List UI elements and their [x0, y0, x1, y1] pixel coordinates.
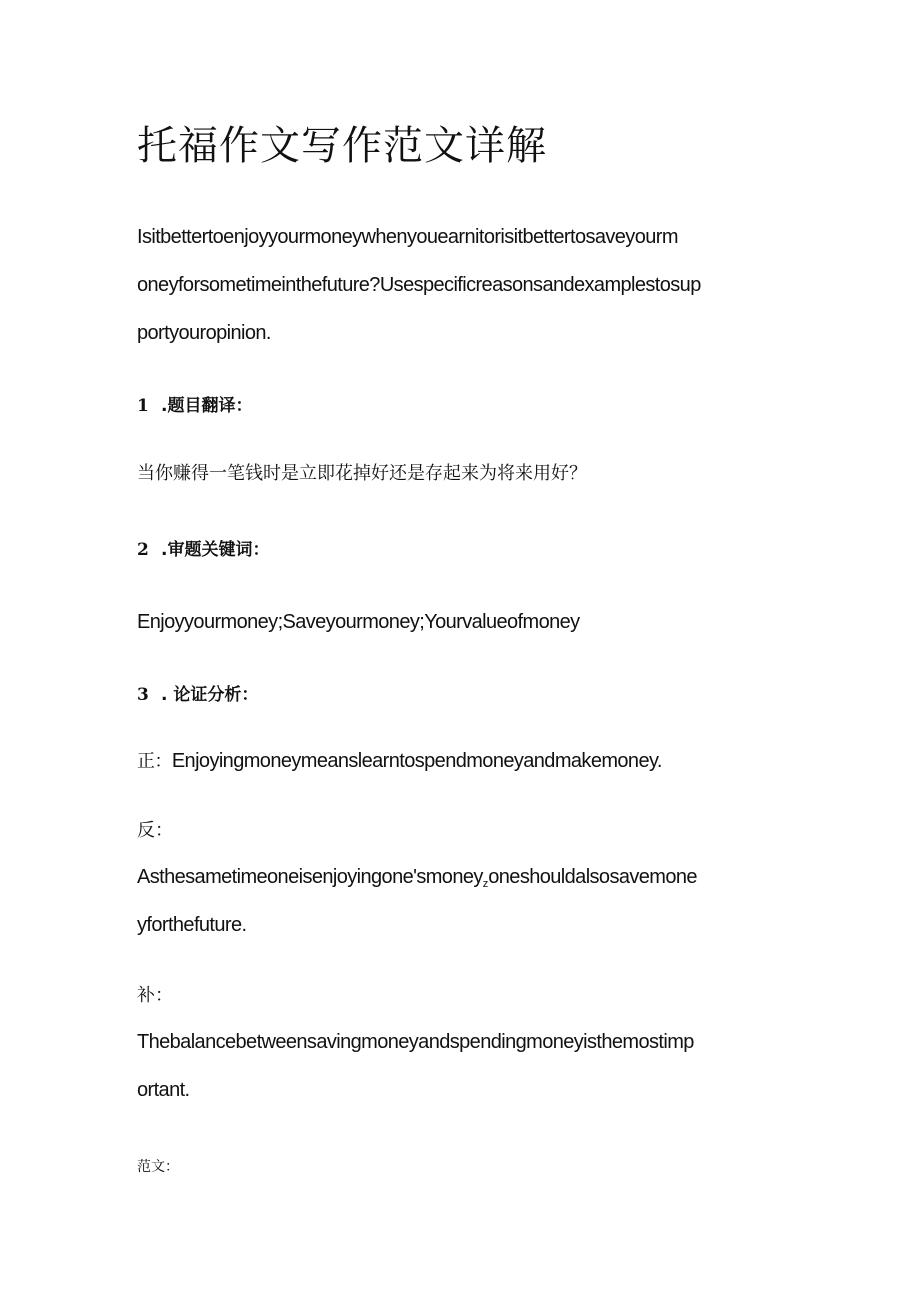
section-number: 1 [137, 396, 149, 416]
prompt-line-2: oneyforsometimeinthefuture?Usespecificreasonsandexamplestosup [137, 274, 701, 296]
supplement-line-1: Thebalancebetweensavingmoneyandspendingmoneyisthemostimp [137, 1031, 694, 1053]
con-label: 反： [137, 820, 173, 841]
section-heading-analysis [137, 683, 258, 707]
con-line-2: yforthefuture. [137, 914, 247, 936]
con-text-part-2: oneshouldalsosavemone [488, 866, 697, 888]
supplement-label: 补： [137, 985, 173, 1006]
section-title: .审题关键词： [161, 540, 270, 560]
section-number: 2 [137, 540, 149, 560]
section-heading-translation [137, 394, 252, 418]
document-title: 托福作文写作范文详解 [137, 123, 547, 169]
prompt-line-3: portyouropinion. [137, 322, 271, 344]
section-title: .题目翻译： [161, 396, 253, 416]
section-number: 3 [137, 685, 149, 705]
con-line-1 [137, 866, 697, 889]
translation-text: 当你赚得一笔钱时是立即花掉好还是存起来为将来用好？ [137, 463, 587, 484]
sample-essay-label: 范文： [137, 1159, 179, 1175]
con-comma-mark: z [482, 878, 489, 890]
section-heading-keywords [137, 538, 269, 562]
prompt-line-1: Isitbettertoenjoyyourmoneywhenyouearnitorisitbettertosaveyourm [137, 226, 678, 248]
pro-label: 正： [137, 751, 172, 772]
pro-text: Enjoyingmoneymeanslearntospendmoneyandmakemoney. [171, 750, 662, 772]
keywords-text: Enjoyyourmoney;Saveyourmoney;Yourvalueofmoney [137, 611, 580, 633]
section-title: . 论证分析： [161, 685, 259, 705]
supplement-line-2: ortant. [137, 1079, 190, 1101]
pro-argument [137, 750, 662, 774]
con-text-part-1: Asthesametimeoneisenjoyingone'smoney [137, 866, 483, 888]
